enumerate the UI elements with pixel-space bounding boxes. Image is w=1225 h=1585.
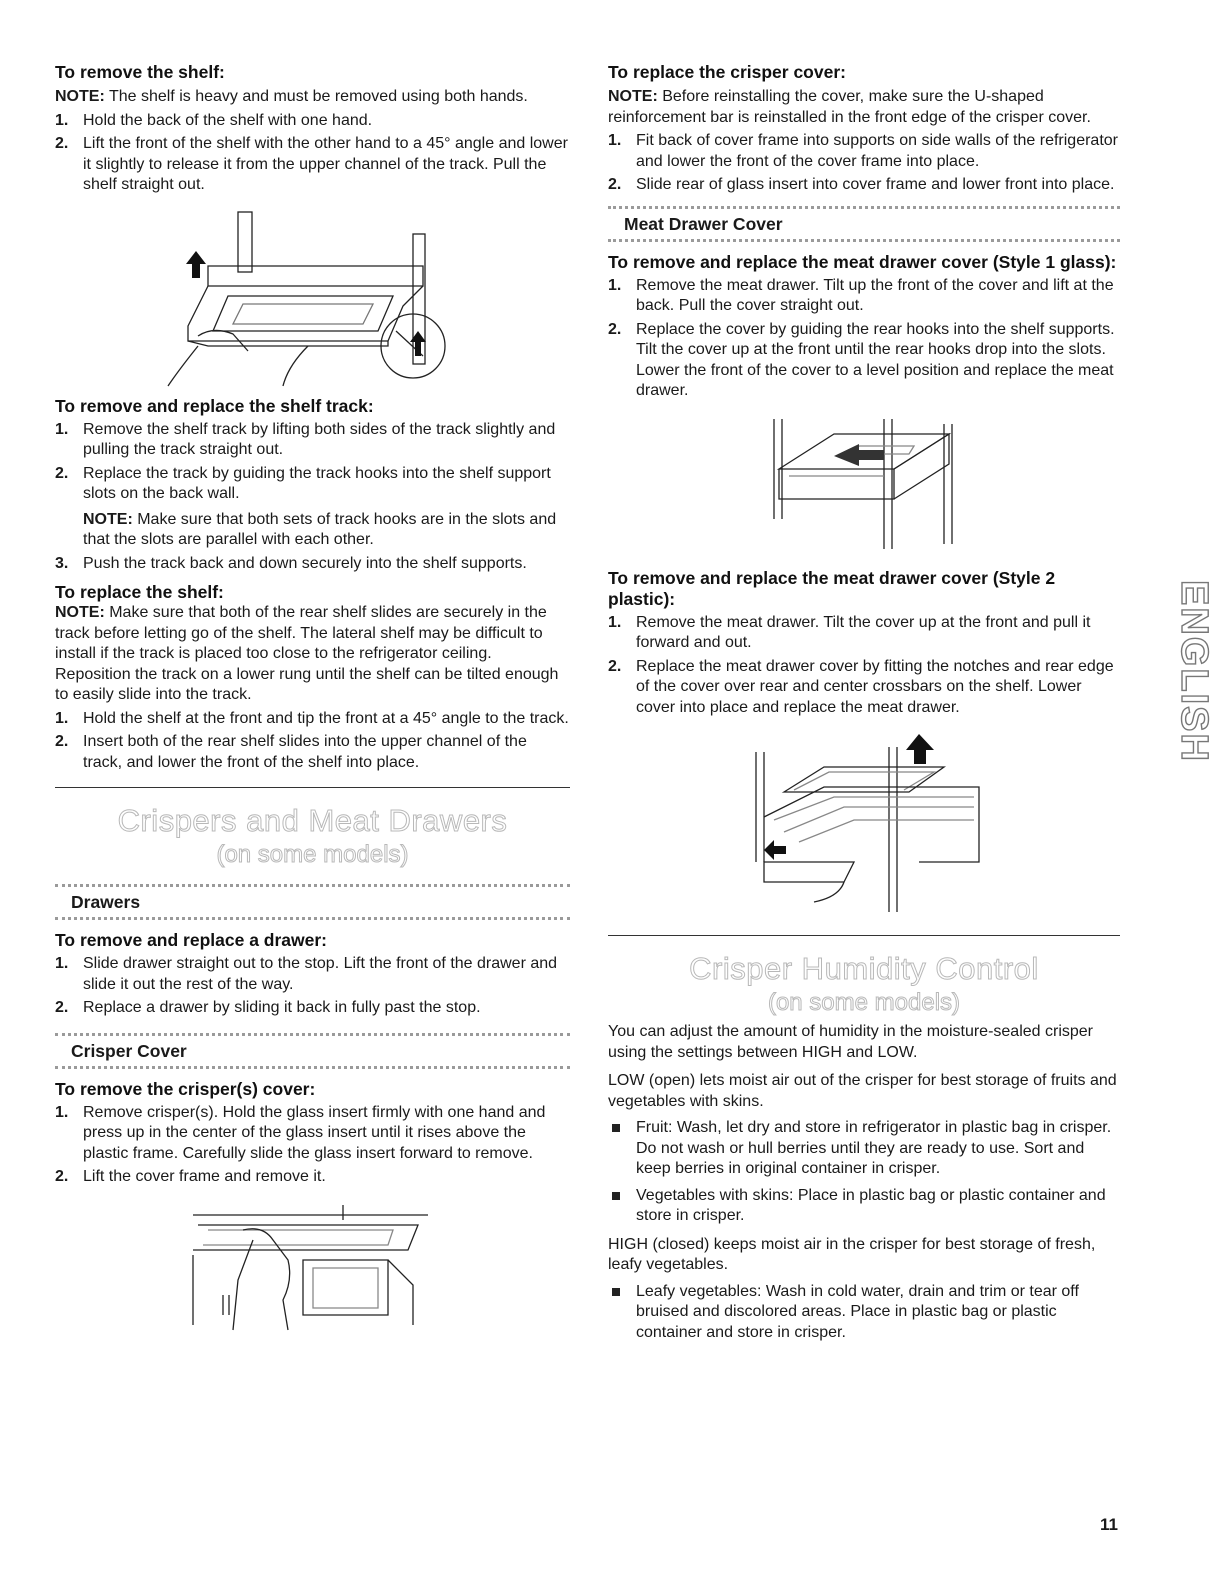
track-note: NOTE: Make sure that both sets of track hooks are in the slots and that the slots are parallel with each other.	[83, 510, 557, 548]
crisper-cover-heading: To remove the crisper(s) cover:	[55, 1078, 316, 1099]
list-item: Vegetables with skins: Place in plastic bag or plastic container and store in crisper.	[608, 1186, 1120, 1227]
remove-shelf-note: NOTE: The shelf is heavy and must be removed using both hands.	[55, 88, 528, 105]
list-item: 2. Insert both of the rear shelf slides into the upper channel of the track, and lower the front of the shelf into place.	[55, 733, 527, 771]
meat-drawer-plastic-illustration	[744, 732, 984, 917]
crisper-cover-steps	[55, 1103, 570, 1188]
list-item: 1. Remove the meat drawer. Tilt the cover up at the front and pull it forward and out.	[608, 613, 1091, 651]
list-item: 2. Replace a drawer by sliding it back in fully past the stop.	[55, 999, 481, 1016]
style2-steps	[608, 613, 1120, 719]
section-divider	[608, 935, 1120, 936]
list-item: 2. Replace the track by guiding the track hooks into the shelf support slots on the back wall. NOTE: Make sure that both sets of track hooks are in the slots and that the slots are parallel with each other.	[55, 464, 570, 551]
list-item: 2. Lift the front of the shelf with the other hand to a 45° angle and lower it slightly to release it from the upper channel of the track. Pull the shelf straight out.	[55, 135, 568, 193]
replace-crisper-cover-heading: To replace the crisper cover:	[608, 62, 846, 82]
meat-drawer-glass-illustration	[764, 414, 964, 554]
style2-heading: To remove and replace the meat drawer cover (Style 2 plastic):	[608, 567, 1056, 609]
humidity-high-text: HIGH (closed) keeps moist air in the crisper for best storage of fresh, leafy vegetables.	[608, 1235, 1096, 1273]
list-item: 2. Replace the meat drawer cover by fitting the notches and rear edge of the cover over rear and center crossbars on the shelf. Lower cover into place and replace the meat drawer.	[608, 657, 1114, 716]
shelf-removal-illustration	[168, 206, 458, 386]
humidity-low-text: LOW (open) lets moist air out of the crisper for best storage of fruits and vegetables with skins.	[608, 1072, 1117, 1110]
list-item: 2. Slide rear of glass insert into cover frame and lower front into place.	[608, 176, 1115, 193]
list-item: 1. Hold the back of the shelf with one hand.	[55, 111, 373, 129]
remove-shelf-steps	[55, 111, 570, 196]
list-item: 3. Push the track back and down securely into the shelf supports.	[55, 554, 527, 572]
side-tab-label: ENGLISH	[1173, 580, 1215, 763]
bullet-square-icon	[612, 1192, 620, 1200]
remove-shelf-heading: To remove the shelf:	[55, 62, 225, 82]
crispers-section-subtitle: (on some models)	[216, 841, 409, 868]
crispers-section-title: Crispers and Meat Drawers	[117, 803, 508, 838]
bullet-square-icon	[612, 1124, 620, 1132]
humidity-intro: You can adjust the amount of humidity in the moisture-sealed crisper using the settings between HIGH and LOW.	[608, 1023, 1094, 1061]
replace-shelf-steps	[55, 709, 570, 774]
replace-crisper-cover-steps	[608, 131, 1120, 196]
list-item: 2. Lift the cover frame and remove it.	[55, 1168, 326, 1185]
list-item: 1. Hold the shelf at the front and tip the front at a 45° angle to the track.	[55, 709, 569, 727]
left-column	[55, 62, 570, 1335]
style1-steps	[608, 276, 1120, 402]
list-item: Leafy vegetables: Wash in cold water, drain and trim or tear off bruised and discolored areas. Place in plastic bag or plastic container and store in crisper.	[608, 1282, 1120, 1344]
drawers-subheading: Drawers	[55, 884, 570, 920]
shelf-track-heading: To remove and replace the shelf track:	[55, 395, 374, 416]
list-item: 1. Remove the meat drawer. Tilt up the front of the cover and lift at the back. Pull the cover straight out.	[608, 276, 1114, 314]
shelf-track-steps	[55, 420, 570, 575]
list-item: 2. Replace the cover by guiding the rear hooks into the shelf supports. Tilt the cover up at the front until the rear hooks drop into the slots. Lower the front of the cover to a level position and replace the meat drawer.	[608, 320, 1115, 399]
section-divider	[55, 787, 570, 788]
list-item: Fruit: Wash, let dry and store in refrigerator in plastic bag in crisper. Do not wash or hull berries until they are ready to use. Sort and keep berries in original container in crisper.	[608, 1118, 1120, 1180]
replace-shelf-note: NOTE: Make sure that both of the rear shelf slides are securely in the track before letting go of the shelf. The lateral shelf may be difficult to install if the track is placed too close to the refrigerator ceiling. Reposition the track on a lower rung until the shelf can be tilted enough to easily slide into the track.	[55, 604, 559, 703]
list-item: 1. Remove the shelf track by lifting both sides of the track slightly and pulling the track straight out.	[55, 420, 556, 458]
crisper-cover-subheading: Crisper Cover	[55, 1033, 570, 1069]
language-side-tab	[1150, 578, 1215, 856]
list-item: 1. Slide drawer straight out to the stop. Lift the front of the drawer and slide it out the rest of the way.	[55, 955, 558, 993]
list-item: 1. Remove crisper(s). Hold the glass insert firmly with one hand and press up in the center of the glass insert until it rises above the plastic frame. Carefully slide the glass insert forward to remove.	[55, 1103, 546, 1162]
replace-shelf-heading: To replace the shelf:	[55, 582, 224, 602]
drawer-steps	[55, 954, 570, 1019]
right-column	[608, 62, 1120, 1343]
page-number: 11	[1100, 1515, 1118, 1534]
style1-heading: To remove and replace the meat drawer cover (Style 1 glass):	[608, 251, 1117, 272]
bullet-square-icon	[612, 1288, 620, 1296]
humidity-section-subtitle: (on some models)	[767, 989, 961, 1016]
replace-crisper-cover-note: NOTE: Before reinstalling the cover, make sure the U-shaped reinforcement bar is reinstalled in the front edge of the crisper cover.	[608, 88, 1091, 126]
crisper-cover-illustration	[193, 1200, 433, 1335]
humidity-section-title: Crisper Humidity Control	[689, 951, 1039, 986]
list-item: 1. Fit back of cover frame into supports on side walls of the refrigerator and lower the front of the cover frame into place.	[608, 132, 1118, 170]
low-bullets	[608, 1118, 1120, 1227]
meat-drawer-cover-subheading: Meat Drawer Cover	[608, 206, 1120, 242]
high-bullets	[608, 1282, 1120, 1344]
drawer-heading: To remove and replace a drawer:	[55, 930, 328, 950]
